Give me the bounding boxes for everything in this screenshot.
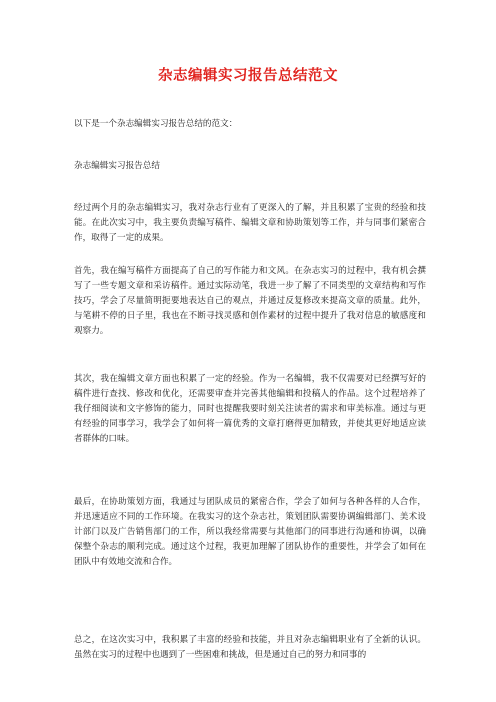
paragraph: 总之，在这次实习中，我积累了丰富的经验和技能，并且对杂志编辑职业有了全新的认识。虽然在实习的过程中也遇到了一些困难和挑战，但是通过自己的努力和同事的 [74,635,426,660]
paragraph: 经过两个月的杂志编辑实习，我对杂志行业有了更深入的了解，并且积累了宝贵的经验和技能。在此次实习中，我主要负责编写稿件、编辑文章和协助策划等工作，并与同事们紧密合作，取得了一定的成果。 [74,203,426,243]
paragraph: 首先，我在编写稿件方面提高了自己的写作能力和文风。在杂志实习的过程中，我有机会撰写了一些专题文章和采访稿件。通过实际动笔，我进一步了解了不同类型的文章结构和写作技巧，学会了尽量简明扼要地表达自己的观点，并通过反复修改来提高文章的质量。此外，与笔耕不停的日子里，我也在不断寻找灵感和创作素材的过程中提升了我对信息的敏感度和观察力。 [74,266,426,336]
paragraph: 最后，在协助策划方面，我通过与团队成员的紧密合作，学会了如何与各种各样的人合作，并迅速适应不同的工作环境。在我实习的这个杂志社，策划团队需要协调编辑部门、美术设计部门以及广告销售部门的工作，所以我经常需要与其他部门的同事进行沟通和协调，以确保整个杂志的顺利完成。通过这个过程，我更加理解了团队协作的重要性，并学会了如何在团队中有效地交流和合作。 [74,497,426,567]
intro-line: 以下是一个杂志编辑实习报告总结的范文： [74,119,238,129]
report-subheading: 杂志编辑实习报告总结 [74,161,160,171]
paragraph: 其次，我在编辑文章方面也积累了一定的经验。作为一名编辑，我不仅需要对已经撰写好的稿件进行查找、修改和优化，还需要审查并完善其他编辑和投稿人的作品。这个过程培养了我仔细阅读和文字修饰的能力，同时也提醒我要时刻关注读者的需求和审美标准。通过与更有经验的同事学习，我学会了如何将一篇优秀的文章打磨得更加精致，并使其更好地适应读者群体的口味。 [74,374,426,444]
document-title: 杂志编辑实习报告总结范文 [158,68,338,84]
